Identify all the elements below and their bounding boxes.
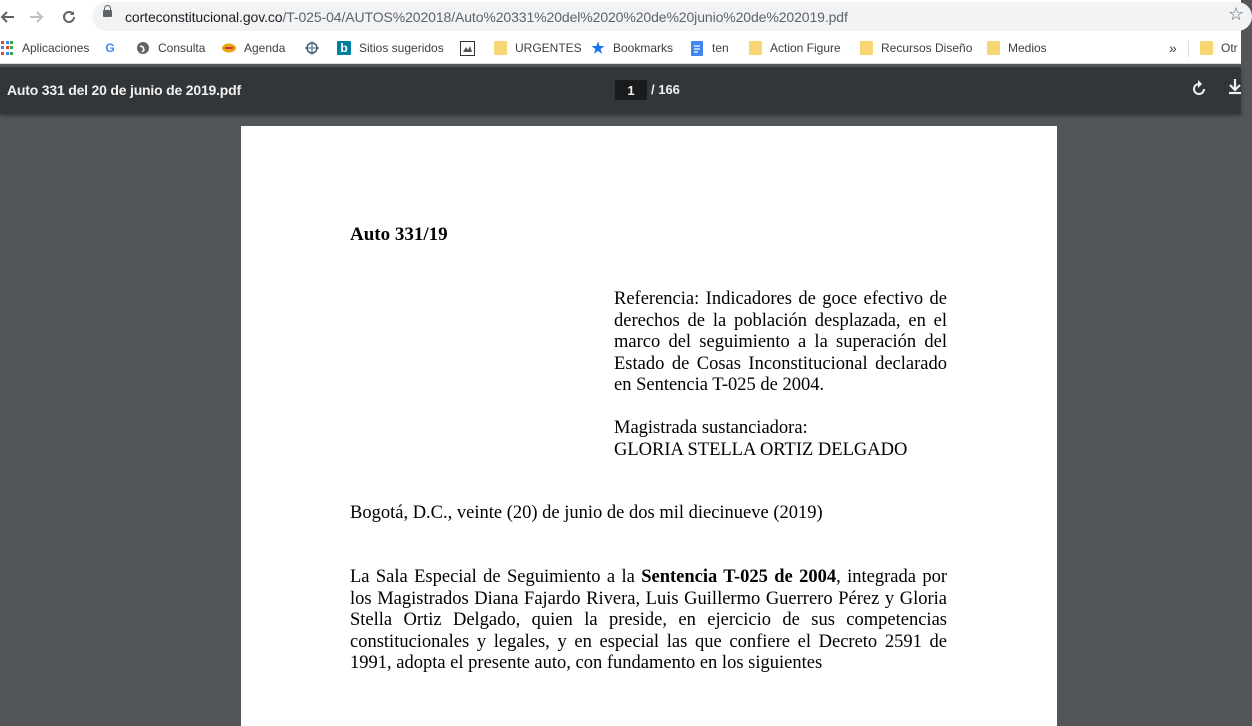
docs-icon <box>690 41 704 55</box>
bookmark-label: Bookmarks <box>613 41 674 55</box>
bookmark-recursos-diseno[interactable] <box>860 40 972 56</box>
bookmark-otros[interactable] <box>1200 40 1238 56</box>
download-icon[interactable] <box>1228 79 1242 100</box>
body-line: Stella Ortiz Delgado, quien la preside, en ejercicio de sus competencias <box>350 610 947 630</box>
bookmark-label: Otr <box>1221 41 1238 55</box>
reference-line: Referencia: Indicadores de goce efectivo de <box>614 289 947 309</box>
reference-line: marco del seguimiento a la superación del <box>614 332 947 352</box>
bookmark-label: Consulta <box>158 41 206 55</box>
bookmark-bookmarks[interactable] <box>591 40 673 56</box>
folder-icon <box>749 41 762 55</box>
folder-icon <box>860 41 873 55</box>
body-bold-text: Sentencia T-025 de 2004 <box>641 567 837 587</box>
date-line: Bogotá, D.C., veinte (20) de junio de dos mil diecinueve (2019) <box>350 503 823 523</box>
pdf-toolbar <box>0 67 1241 114</box>
page-total: / 166 <box>651 82 680 97</box>
document-title: Auto 331/19 <box>350 224 448 245</box>
bookmark-star-icon[interactable]: ☆ <box>1228 4 1245 24</box>
lock-icon <box>103 10 112 17</box>
body-line <box>350 567 947 589</box>
magistrate-block <box>614 418 907 461</box>
bookmark-label: Action Figure <box>770 41 841 55</box>
reference-line: en Sentencia T-025 de 2004. <box>614 375 825 395</box>
google-icon: G <box>105 41 115 55</box>
pdf-page <box>241 126 1057 726</box>
bookmark-sitios-sugeridos[interactable] <box>337 40 444 56</box>
bookmark-label: Aplicaciones <box>22 41 90 55</box>
magistrate-label: Magistrada sustanciadora: <box>614 418 808 438</box>
address-bar[interactable] <box>92 2 1252 31</box>
bookmarks-bar <box>0 33 1241 64</box>
body-line: constitucionales y legales, y en especial las que confiere el Decreto 2591 de <box>350 631 947 652</box>
bookmark-label: URGENTES <box>515 41 582 55</box>
magistrate-name: GLORIA STELLA ORTIZ DELGADO <box>614 439 908 460</box>
bookmark-label: ten <box>712 41 729 55</box>
bookmark-label: Medios <box>1008 41 1047 55</box>
compass-icon <box>305 41 319 55</box>
image-icon <box>460 41 474 55</box>
reload-icon[interactable] <box>56 4 82 30</box>
more-bookmarks-icon[interactable]: » <box>1169 40 1177 56</box>
agenda-icon <box>222 41 236 55</box>
bookmark-label: Sitios sugeridos <box>359 41 444 55</box>
bookmark-google[interactable] <box>103 40 125 56</box>
globe-icon <box>136 41 150 55</box>
body-line: 1991, adopta el presente auto, con fundamento en los siguientes <box>350 653 823 673</box>
body-line: los Magistrados Diana Fajardo Rivera, Luis Guillermo Guerrero Pérez y Gloria <box>350 588 947 609</box>
bookmark-action-figure[interactable] <box>749 40 841 56</box>
bookmark-label: Recursos Diseño <box>881 41 973 55</box>
divider <box>1188 41 1189 57</box>
bookmark-image[interactable] <box>460 40 482 56</box>
bookmark-compass[interactable] <box>305 40 327 56</box>
browser-toolbar <box>0 0 1245 33</box>
back-icon[interactable] <box>0 4 20 30</box>
apps-icon <box>0 41 14 55</box>
bookmark-consulta[interactable] <box>136 40 205 56</box>
bing-icon: b <box>337 41 351 55</box>
reference-block <box>614 289 947 397</box>
bookmark-urgentes[interactable] <box>494 40 582 56</box>
reference-line: derechos de la población desplazada, en el <box>614 310 947 331</box>
forward-icon[interactable] <box>24 4 50 30</box>
folder-icon <box>494 41 507 55</box>
body-paragraph <box>350 567 947 675</box>
bookmark-apps[interactable] <box>0 40 89 56</box>
star-icon: ★ <box>591 40 605 57</box>
rotate-icon[interactable] <box>1192 79 1208 102</box>
folder-icon <box>987 41 1000 55</box>
pdf-title: Auto 331 del 20 de junio de 2019.pdf <box>7 82 241 98</box>
reference-line: Estado de Cosas Inconstitucional declarado <box>614 353 947 374</box>
bookmark-agenda[interactable] <box>222 40 285 56</box>
bookmark-ten[interactable] <box>690 40 729 56</box>
body-text: , integrada por <box>836 567 947 587</box>
bookmark-label: Agenda <box>244 41 286 55</box>
page-number-input[interactable] <box>615 80 647 100</box>
folder-icon <box>1200 41 1213 55</box>
bookmark-medios[interactable] <box>987 40 1047 56</box>
body-text: La Sala Especial de Seguimiento a la <box>350 567 642 587</box>
url-text[interactable]: corteconstitucional.gov.co/T-025-04/AUTOS%202018/Auto%20331%20del%2020%20de%20junio%20de%202019.pdf <box>125 9 848 25</box>
